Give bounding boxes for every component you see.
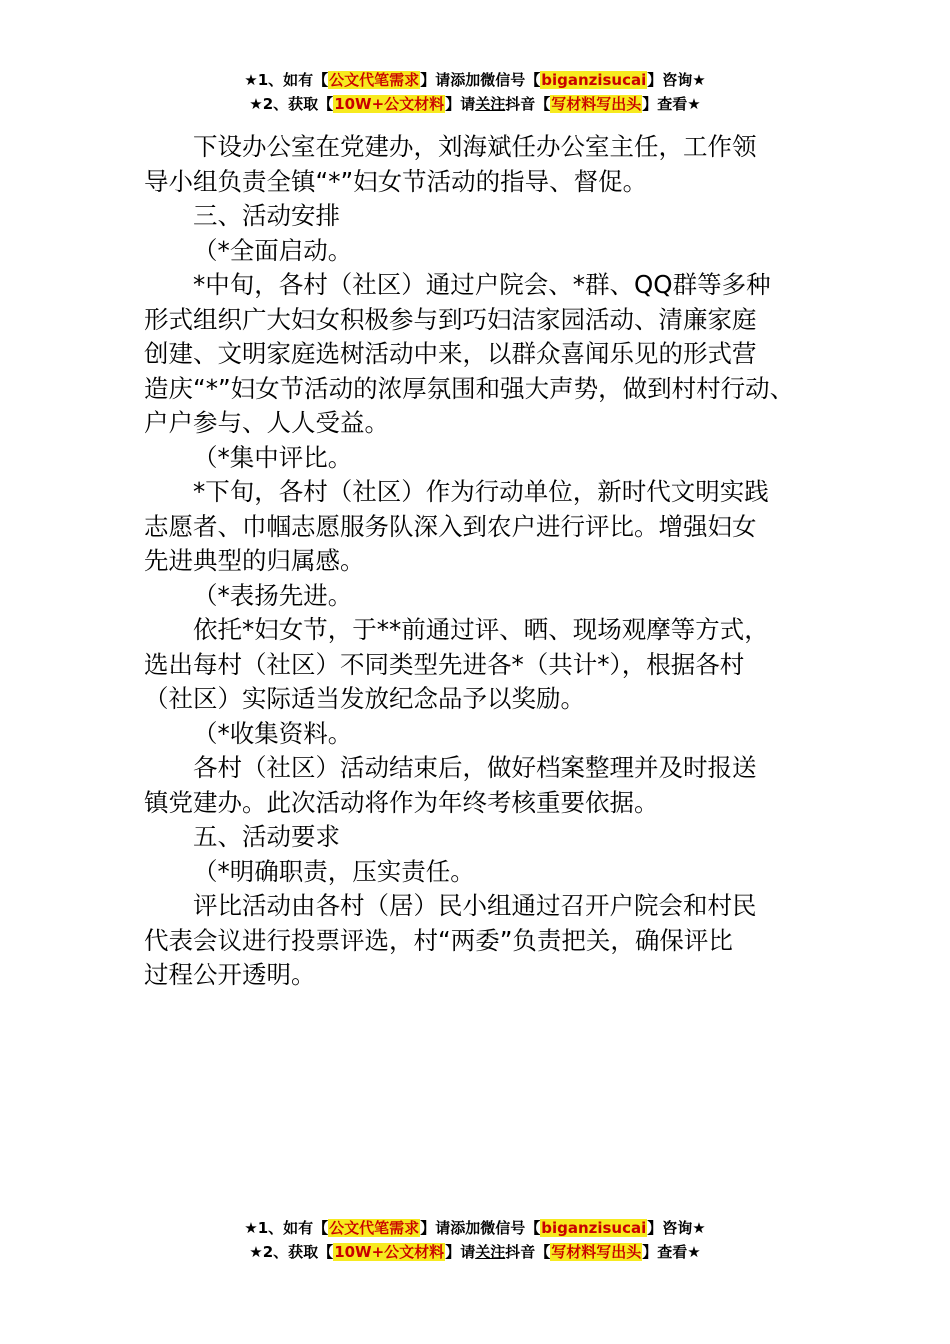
promo-text: 抖音【 (505, 1243, 551, 1261)
promo-text: ★1、如有【 (244, 71, 329, 89)
bottom-promo-banner (0, 1216, 950, 1264)
body-line: （*表扬先进。 (193, 580, 353, 610)
promo-underlined-text: 关注 (475, 1243, 506, 1261)
body-line: 先进典型的归属感。 (144, 546, 365, 575)
promo-underlined-text: 关注 (475, 95, 506, 113)
wechat-id-highlight: biganzisucai (541, 1219, 647, 1237)
body-line: 各村（社区）活动结束后，做好档案整理并及时报送 (193, 753, 757, 782)
promo-line-2 (0, 92, 950, 116)
body-line: 评比活动由各村（居）民小组通过召开户院会和村民 (193, 891, 757, 920)
body-line: 镇党建办。此次活动将作为年终考核重要依据。 (144, 787, 659, 817)
promo-text: ★1、如有【 (244, 1219, 329, 1237)
document-body (144, 130, 824, 993)
promo-text: 】查看★ (642, 95, 701, 113)
promo-text: ★2、获取【 (249, 1243, 334, 1261)
promo-text: 抖音【 (505, 95, 551, 113)
body-line: 依托*妇女节，于**前通过评、晒、现场观摩等方式， (193, 615, 769, 644)
body-line: （社区）实际适当发放纪念品予以奖励。 (144, 684, 585, 713)
douyin-account-highlight: 写材料写出头 (551, 1243, 642, 1261)
promo-text: ★2、获取【 (249, 95, 334, 113)
body-line: 选出每村（社区）不同类型先进各*（共计*），根据各村 (144, 649, 745, 679)
body-line: 形式组织广大妇女积极参与到巧妇洁家园活动、清廉家庭 (144, 304, 757, 334)
body-line: 下设办公室在党建办，刘海斌任办公室主任，工作领 (193, 132, 757, 161)
douyin-account-highlight: 写材料写出头 (551, 95, 642, 113)
body-line: 造庆“*”妇女节活动的浓厚氛围和强大声势，做到村村行动、 (144, 373, 795, 403)
promo-highlight: 公文代笔需求 (329, 71, 420, 89)
promo-text: 】咨询★ (647, 71, 706, 89)
wechat-id-highlight: biganzisucai (541, 71, 647, 89)
promo-line-1 (0, 1216, 950, 1240)
body-line: 志愿者、巾帼志愿服务队深入到农户进行评比。增强妇女 (144, 511, 757, 541)
body-line: （*收集资料。 (193, 718, 353, 748)
body-line: 创建、文明家庭选树活动中来，以群众喜闻乐见的形式营 (144, 339, 757, 368)
promo-text: 】请 (445, 95, 476, 113)
body-line: 过程公开透明。 (144, 960, 316, 989)
promo-line-1 (0, 68, 950, 92)
promo-text: 】查看★ (642, 1243, 701, 1261)
promo-highlight: 公文代笔需求 (329, 1219, 420, 1237)
body-line: 导小组负责全镇“*”妇女节活动的指导、督促。 (144, 166, 648, 196)
promo-line-2 (0, 1240, 950, 1264)
body-line: 代表会议进行投票评选，村“两委”负责把关，确保评比 (144, 925, 733, 955)
body-line: 户户参与、人人受益。 (144, 408, 389, 437)
body-line: （*明确职责，压实责任。 (193, 856, 475, 886)
promo-text: 】请添加微信号【 (420, 71, 541, 89)
body-line: （*集中评比。 (193, 442, 353, 472)
body-line: 三、活动安排 (193, 201, 340, 230)
promo-highlight: 10W+公文材料 (334, 1243, 445, 1261)
body-line: *中旬，各村（社区）通过户院会、*群、QQ群等多种 (193, 270, 771, 299)
body-line: （*全面启动。 (193, 235, 353, 265)
promo-text: 】请 (445, 1243, 476, 1261)
body-line: 五、活动要求 (193, 822, 340, 851)
promo-highlight: 10W+公文材料 (334, 95, 445, 113)
promo-text: 】咨询★ (647, 1219, 706, 1237)
promo-text: 】请添加微信号【 (420, 1219, 541, 1237)
body-line: *下旬，各村（社区）作为行动单位，新时代文明实践 (193, 477, 769, 506)
top-promo-banner (0, 68, 950, 116)
